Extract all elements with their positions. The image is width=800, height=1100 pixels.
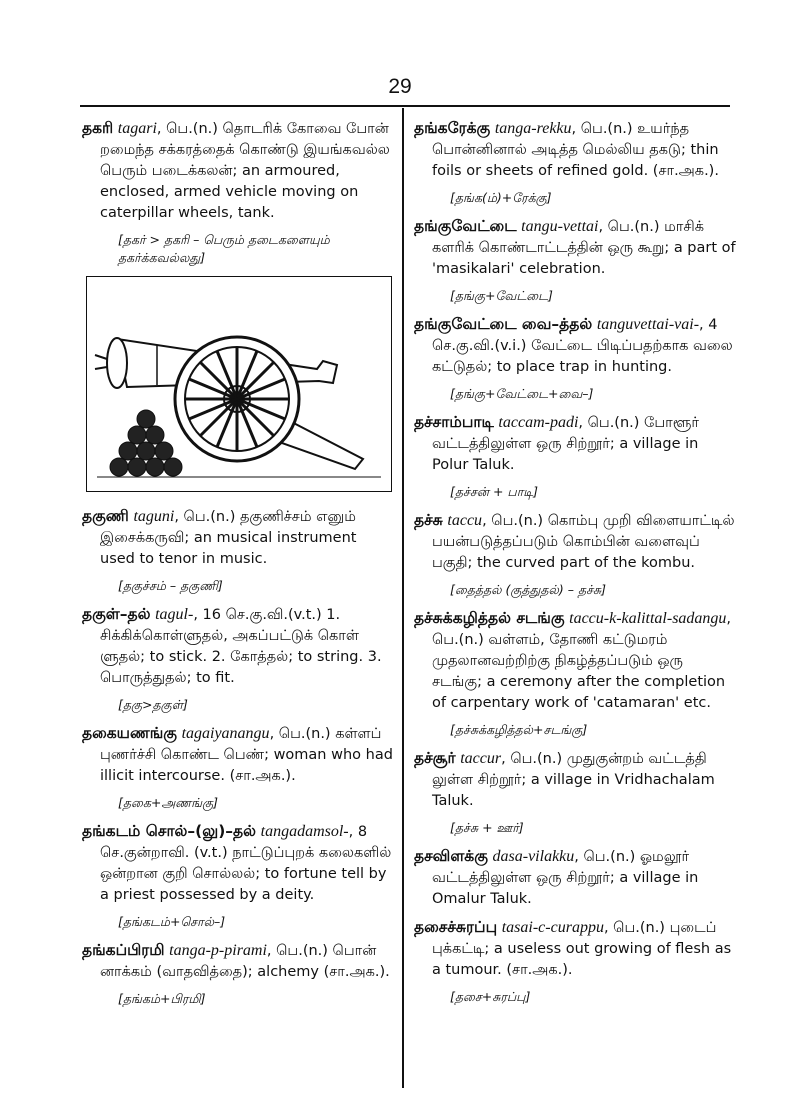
etymology: [தசை+சுரப்பு] xyxy=(450,989,531,1004)
etymology: [தைத்தல் (குத்துதல்) – தச்சு] xyxy=(450,582,607,597)
headword: தச்சுக்கழித்தல் சடங்கு xyxy=(414,609,565,627)
etymology: [தகை+அணங்கு] xyxy=(118,795,218,810)
etymology: [தச்சு + ஊர்] xyxy=(450,820,524,835)
transliteration: tagul- xyxy=(155,606,194,623)
definition: , பெ.(n.) தொடரிக் கோவை போன் றமைந்த சக்கரத்தைக் கொண்டு இயங்கவல்ல பெரும் படைக்கலன்; an armoured, enclosed, armed vehicle moving on caterpillar wheels, tank. xyxy=(100,121,390,221)
etymology: [தகர் > தகரி – பெரும் தடைகளையும் தகர்க்கவல்லது] xyxy=(118,232,330,265)
entry xyxy=(82,506,394,570)
definition: , பெ.(n.) கள்ளப் புணர்ச்சி கொண்ட பெண்; woman who had illicit intercourse. (சா.அக.). xyxy=(100,726,393,784)
entry xyxy=(82,723,394,787)
entry xyxy=(414,118,736,182)
transliteration: tagaiyanangu xyxy=(181,725,270,742)
headword: தகுணி xyxy=(82,507,129,525)
entry xyxy=(414,846,736,910)
definition: , பெ.(n.) மாசிக் களரிக் கொண்டாட்டத்தின் ஒரு கூறு; a part of 'masikalari' celebration. xyxy=(432,219,736,277)
etymology: [தகு>தகுள்] xyxy=(118,697,188,712)
headword: தகுள்–தல் xyxy=(82,605,151,623)
etymology: [தச்சுக்கழித்தல்+சடங்கு] xyxy=(450,722,588,737)
definition: , பெ.(n.) உயர்ந்த பொன்னினால் அடித்த மெல்லிய தகடு; thin foils or sheets of refined gold. (சா.அக.). xyxy=(432,121,719,179)
transliteration: tanguvettai-vai- xyxy=(596,316,700,333)
definition: , 4 செ.கு.வி.(v.i.) வேட்டை பிடிப்பதற்காக வலை கட்டுதல்; to place trap in hunting. xyxy=(432,317,733,375)
headword: தங்கப்பிரமி xyxy=(82,941,165,959)
headword: தச்சு xyxy=(414,511,443,529)
headword: தங்குவேட்டை xyxy=(414,217,517,235)
right-column xyxy=(414,118,736,1015)
etymology: [தச்சன் + பாடி] xyxy=(450,484,539,499)
transliteration: taccam-padi xyxy=(498,414,579,431)
transliteration: taguni xyxy=(133,508,175,525)
entry xyxy=(82,118,394,224)
transliteration: taccu-k-kalittal-sadangu xyxy=(569,610,727,627)
etymology: [தங்கு+வேட்டை+வை–] xyxy=(450,386,594,401)
headword: தங்கடம் சொல்–(லு)–தல் xyxy=(82,822,257,840)
definition: , பெ.(n.) புடைப் புக்கட்டி; a useless out growing of flesh as a tumour. (சா.அக.). xyxy=(432,920,732,978)
entry xyxy=(414,608,736,714)
header-rule xyxy=(80,105,730,107)
headword: தச்சாம்பாடி xyxy=(414,413,494,431)
definition: , 8 செ.குன்றாவி. (v.t.) நாட்டுப்புறக் கலைகளில் ஒன்றான குறி சொல்லல்; to fortune tell by a priest possessed by a deity. xyxy=(100,824,392,903)
etymology: [தங்கடம்+சொல்–] xyxy=(118,914,226,929)
column-divider xyxy=(402,108,404,1088)
transliteration: taccur xyxy=(460,750,502,767)
definition: , பெ.(n.) கொம்பு முறி விளையாட்டில் பயன்படுத்தப்படும் கொம்பின் வளைவுப் பகுதி; the curved part of the kombu. xyxy=(432,513,735,571)
cannon-illustration xyxy=(86,276,392,492)
transliteration: tanga-p-pirami xyxy=(169,942,267,959)
left-column xyxy=(82,118,394,1017)
headword: தகரி xyxy=(82,119,114,137)
entry xyxy=(414,412,736,476)
headword: தசைச்சுரப்பு xyxy=(414,918,498,936)
page-number: 29 xyxy=(388,75,412,98)
definition: , பெ.(n.) வள்ளம், தோணி கட்டுமரம் முதலானவற்றிற்கு நிகழ்த்தப்படும் ஒரு சடங்கு; a ceremony after the completion of carpentary work of 'catamaran' etc. xyxy=(432,611,732,711)
etymology: [தங்க(ம்)+ரேக்கு] xyxy=(450,190,552,205)
entry xyxy=(82,821,394,906)
entry xyxy=(82,604,394,689)
entry xyxy=(82,940,394,983)
entry xyxy=(414,314,736,378)
definition: , பெ.(n.) முதுகுன்றம் வட்டத்தி லுள்ள சிற்றூர்; a village in Vridhachalam Taluk. xyxy=(432,751,715,809)
headword: தச்சூர் xyxy=(414,749,456,767)
transliteration: tagari xyxy=(117,120,157,137)
headword: தங்கரேக்கு xyxy=(414,119,491,137)
transliteration: tangu-vettai xyxy=(521,218,599,235)
headword: தசவிளக்கு xyxy=(414,847,488,865)
transliteration: taccu xyxy=(447,512,483,529)
definition: , பெ.(n.) போளூர் வட்டத்திலுள்ள ஒரு சிற்றூர்; a village in Polur Taluk. xyxy=(432,415,699,473)
entry xyxy=(414,917,736,981)
definition: , பெ.(n.) தகுணிச்சம் எனும் இசைக்கருவி; an musical instrument used to tenor in music. xyxy=(100,509,357,567)
headword: தகையணங்கு xyxy=(82,724,177,742)
etymology: [தங்கம்+பிரமி] xyxy=(118,991,206,1006)
entry xyxy=(414,748,736,812)
transliteration: tangadamsol- xyxy=(260,823,349,840)
definition: , பெ.(n.) பொன் னாக்கம் (வாதவித்தை); alchemy (சா.அக.). xyxy=(100,943,390,980)
etymology: [தகுச்சம் – தகுணி] xyxy=(118,578,223,593)
entry xyxy=(414,510,736,574)
definition: , பெ.(n.) ஓமலூர் வட்டத்திலுள்ள ஒரு சிற்றூர்; a village in Omalur Taluk. xyxy=(432,849,699,907)
transliteration: tanga-rekku xyxy=(494,120,572,137)
cannon-icon xyxy=(87,277,391,491)
etymology: [தங்கு+வேட்டை] xyxy=(450,288,553,303)
transliteration: dasa-vilakku xyxy=(492,848,575,865)
headword: தங்குவேட்டை வை–த்தல் xyxy=(414,315,593,333)
entry xyxy=(414,216,736,280)
transliteration: tasai-c-curappu xyxy=(501,919,604,936)
definition: , 16 செ.கு.வி.(v.t.) 1. சிக்கிக்கொள்ளுதல், அகப்பட்டுக் கொள் ளுதல்; to stick. 2. கோத்தல்; to string. 3. பொருத்துதல்; to fit. xyxy=(100,607,382,686)
